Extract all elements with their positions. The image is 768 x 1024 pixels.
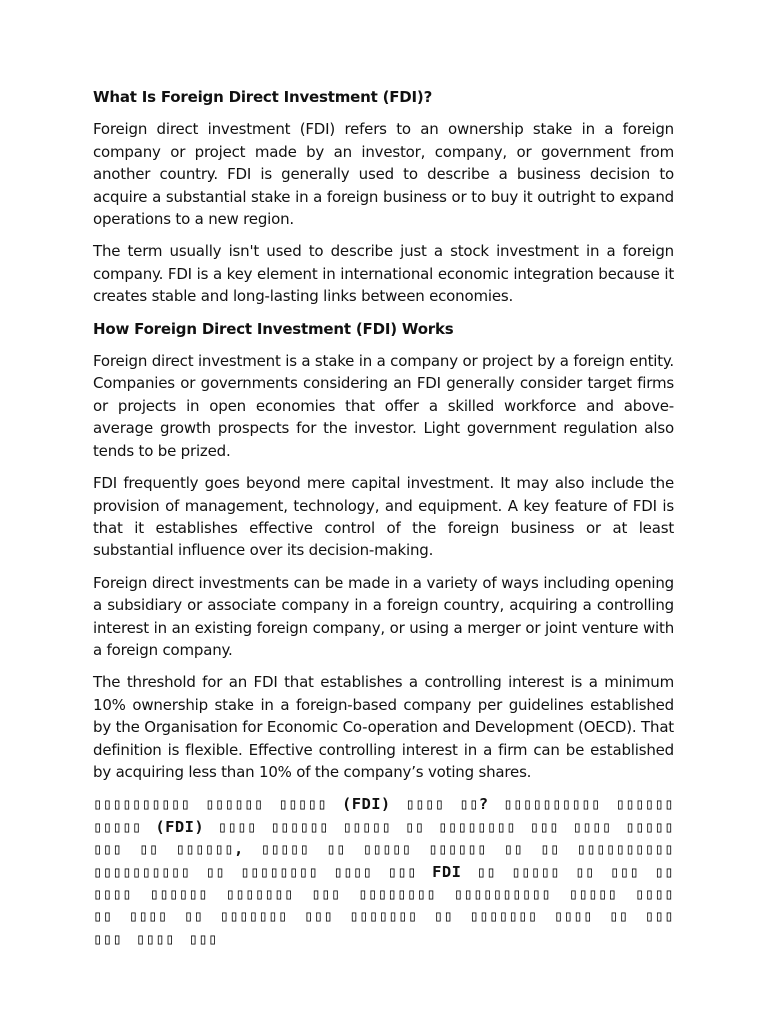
paragraph-fdi-stake: Foreign direct investment is a stake in a company or project by a foreign entity. Companies or governments considering an FDI generally consider target firms or projects in open economies that offer a skilled workforce and above-average growth prospects for the investor. Light government regulation also tends to be prized. [93, 352, 675, 460]
paragraph-fdi-methods: Foreign direct investments can be made in a variety of ways including opening a subsidiary or associate company in a foreign country, acquiring a controlling interest in an existing foreign company, or using a merger or joint venture with a foreign company. [93, 573, 674, 659]
paragraph-fdi-term-usage: The term usually isn't used to describe just a stock investment in a foreign company. FDI is a key element in international economic integration because it creates stable and long-lasting links between economies. [93, 242, 674, 306]
document-body [93, 86, 674, 960]
paragraph-fdi-definition: Foreign direct investment (FDI) refers to an ownership stake in a foreign company or project made by an investor, company, or government from another country. FDI is generally used to describe a business decision to acquire a substantial stake in a foreign business or to buy it outright to expand operations to a new region. [93, 120, 674, 229]
section-heading-how-fdi-works: How Foreign Direct Investment (FDI) Works [93, 319, 454, 338]
paragraph-fdi-beyond-capital: FDI frequently goes beyond mere capital investment. It may also include the provision of management, technology, and equipment. A key feature of FDI is that it establishes effective control of the foreign business or at least substantial influence over its decision-making. [93, 474, 674, 560]
paragraph-fdi-threshold: The threshold for an FDI that establishes a controlling interest is a minimum 10% ownership stake in a foreign-based company per guidelines established by the Organisation for Economic Co-operation and Development (OECD). That definition is flexible. Effective controlling interest in a firm can be established by acquiring less than 10% of the company’s voting shares. [93, 673, 674, 781]
section-heading-what-is-fdi: What Is Foreign Direct Investment (FDI)? [93, 88, 433, 106]
paragraph-unrendered-script: ▯▯▯▯▯▯▯▯▯▯ ▯▯▯▯▯▯ ▯▯▯▯▯ (FDI) ▯▯▯▯ ▯▯? ▯▯▯▯▯▯▯▯▯▯ ▯▯▯▯▯▯ ▯▯▯▯▯ (FDI) ▯▯▯▯ ▯▯▯▯▯▯ ▯▯▯▯▯ ▯▯ ▯▯▯▯▯▯▯▯ ▯▯▯ ▯▯▯▯ ▯▯▯▯▯ ▯▯▯ ▯▯ ▯▯▯▯▯▯, ▯▯▯▯▯ ▯▯ ▯▯▯▯▯ ▯▯▯▯▯▯ ▯▯ ▯▯ ▯▯▯▯▯▯▯▯▯▯ ▯▯▯▯▯▯▯▯▯▯ ▯▯ ▯▯▯▯▯▯▯▯ ▯▯▯▯ ▯▯▯ FDI ▯▯ ▯▯▯▯▯ ▯▯ ▯▯▯ ▯▯ ▯▯▯▯ ▯▯▯▯▯▯ ▯▯▯▯▯▯▯ ▯▯▯ ▯▯▯▯▯▯▯▯ ▯▯▯▯▯▯▯▯▯▯ ▯▯▯▯▯ ▯▯▯▯ ▯▯ ▯▯▯▯ ▯▯ ▯▯▯▯▯▯▯ ▯▯▯ ▯▯▯▯▯▯▯ ▯▯ ▯▯▯▯▯▯▯ ▯▯▯▯ ▯▯ ▯▯▯ ▯▯▯ ▯▯▯▯ ▯▯▯ [93, 795, 674, 948]
